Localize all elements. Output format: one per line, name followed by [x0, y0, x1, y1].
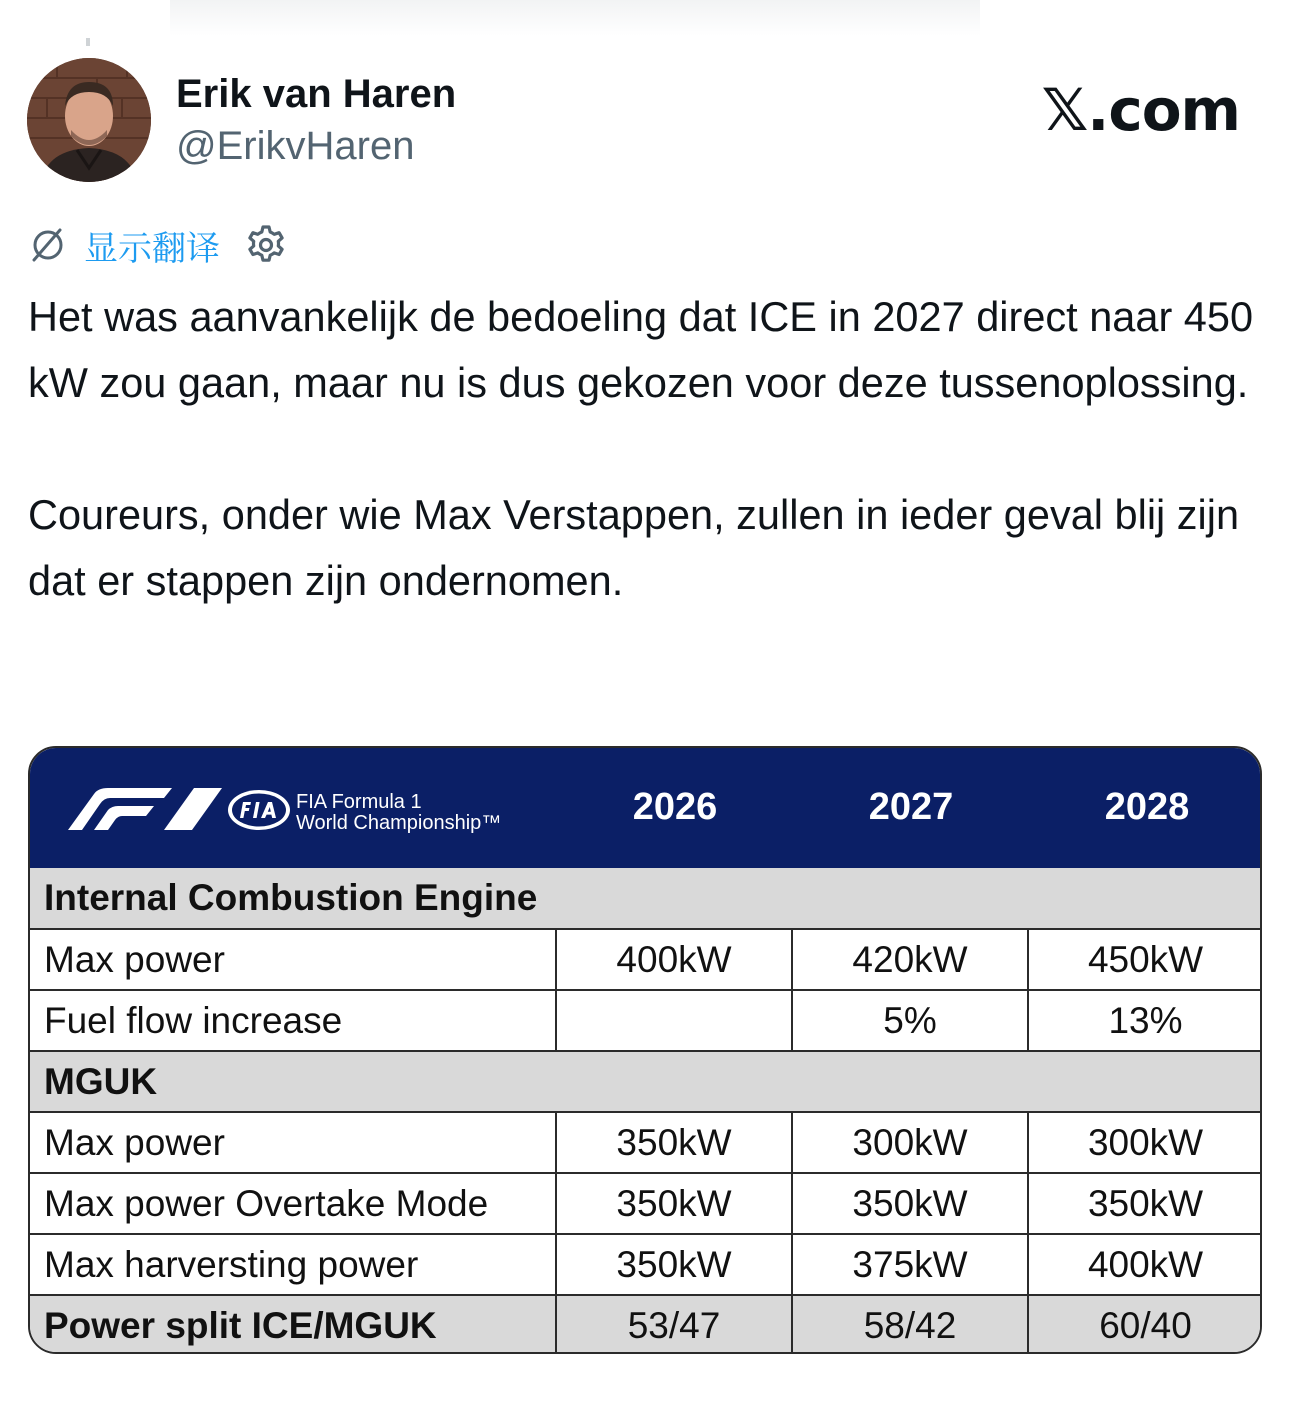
avatar-photo-icon	[27, 58, 151, 182]
value-cell: 53/47	[556, 1295, 792, 1354]
year-header: 2027	[868, 786, 954, 828]
author-handle[interactable]: @ErikvHaren	[176, 124, 415, 168]
row-label: Max harversting power	[30, 1234, 556, 1295]
table-row	[30, 1234, 1262, 1295]
year-header: 2026	[632, 786, 718, 828]
section-title: Internal Combustion Engine	[30, 868, 1262, 929]
value-cell: 450kW	[1028, 929, 1262, 990]
table-section-row	[30, 868, 1262, 929]
wordmark-line-1: FIA Formula 1	[296, 791, 422, 813]
value-cell: 13%	[1028, 990, 1262, 1051]
avatar[interactable]	[27, 58, 151, 182]
translate-row	[28, 222, 288, 268]
table-row	[30, 990, 1262, 1051]
row-label: Max power	[30, 929, 556, 990]
table-row	[30, 1112, 1262, 1173]
previous-post-edge	[170, 0, 980, 36]
value-cell: 300kW	[1028, 1112, 1262, 1173]
translate-globe-icon	[28, 226, 66, 264]
fia-badge-icon	[226, 788, 292, 832]
championship-wordmark	[296, 792, 501, 834]
value-cell: 350kW	[1028, 1173, 1262, 1234]
post-media-image[interactable]	[28, 746, 1262, 1354]
post-text	[28, 284, 1268, 614]
show-translation-link[interactable]: 显示翻译	[84, 228, 220, 269]
value-cell: 300kW	[792, 1112, 1028, 1173]
row-label: Power split ICE/MGUK	[30, 1295, 556, 1354]
table-row	[30, 1173, 1262, 1234]
table-row	[30, 929, 1262, 990]
value-cell: 350kW	[556, 1112, 792, 1173]
value-cell: 60/40	[1028, 1295, 1262, 1354]
value-cell: 350kW	[556, 1173, 792, 1234]
year-header: 2028	[1104, 786, 1190, 828]
value-cell: 375kW	[792, 1234, 1028, 1295]
table-section-row	[30, 1051, 1262, 1112]
row-label: Max power	[30, 1112, 556, 1173]
section-title: MGUK	[30, 1051, 1262, 1112]
brand-logo: 𝕏.com	[1041, 76, 1240, 144]
value-cell: 350kW	[556, 1234, 792, 1295]
post-paragraph: Het was aanvankelijk de bedoeling dat ICE in 2027 direct naar 450 kW zou gaan, maar nu is dus gekozen voor deze tussenoplossing.	[28, 293, 1254, 406]
value-cell	[556, 990, 792, 1051]
value-cell: 58/42	[792, 1295, 1028, 1354]
table-row	[30, 1295, 1262, 1354]
row-label: Max power Overtake Mode	[30, 1173, 556, 1234]
gear-icon[interactable]	[244, 223, 288, 267]
value-cell: 350kW	[792, 1173, 1028, 1234]
author-name[interactable]: Erik van Haren	[176, 72, 457, 116]
value-cell: 5%	[792, 990, 1028, 1051]
post-paragraph: Coureurs, onder wie Max Verstappen, zullen in ieder geval blij zijn dat er stappen zijn ondernomen.	[28, 491, 1240, 604]
value-cell: 400kW	[556, 929, 792, 990]
f1-logo-icon	[64, 788, 224, 830]
table-header	[30, 748, 1260, 868]
value-cell: 400kW	[1028, 1234, 1262, 1295]
row-label: Fuel flow increase	[30, 990, 556, 1051]
thread-line	[86, 38, 90, 46]
value-cell: 420kW	[792, 929, 1028, 990]
wordmark-line-2: World Championship™	[296, 812, 502, 834]
power-unit-table	[30, 868, 1262, 1354]
